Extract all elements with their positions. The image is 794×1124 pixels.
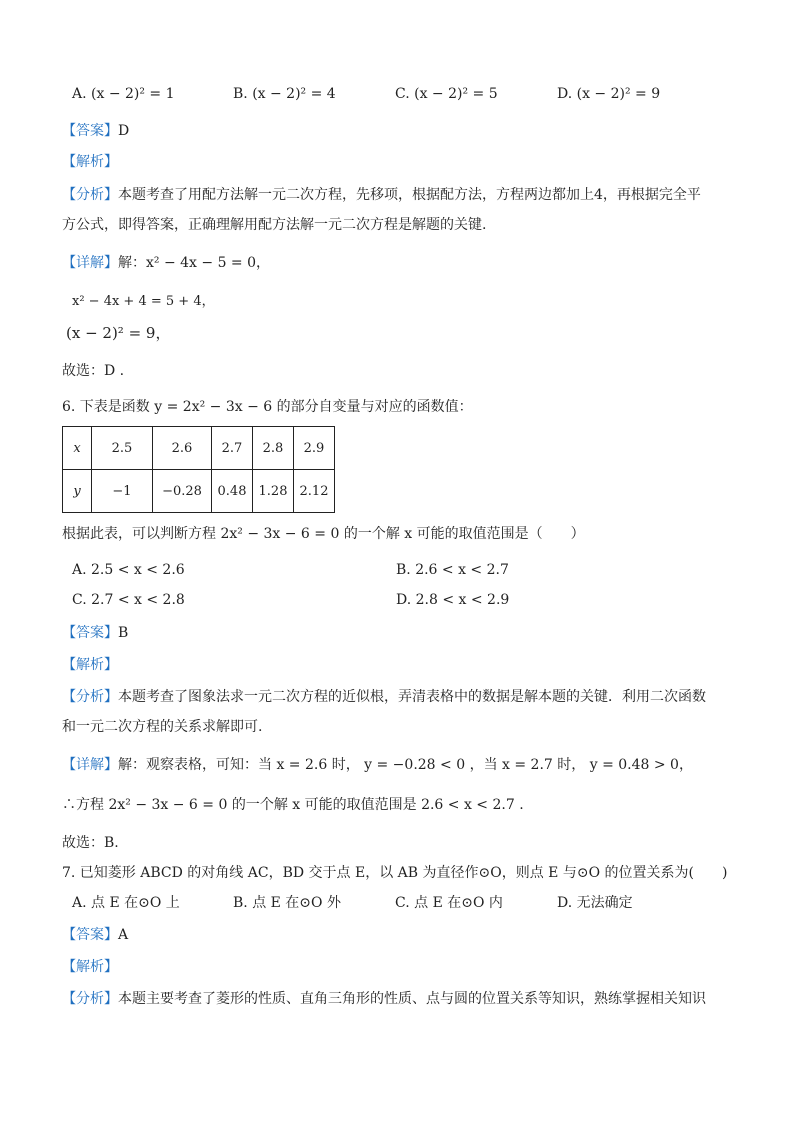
table-cell: 1.28 [253,470,294,513]
q6-option-a: A. 2.5 < x < 2.6 [72,562,185,578]
q6-question: 6. 下表是函数 y = 2x² − 3x − 6 的部分自变量与对应的函数值： [62,399,473,415]
table-cell: −0.28 [153,470,212,513]
q6-jiexi-tag: 【解析】 [62,657,118,673]
q5-option-a: A. (x − 2)² = 1 [72,86,175,102]
table-cell: 2.8 [253,427,294,470]
answer-tag: 【答案】 [62,927,118,943]
table-cell: −1 [92,470,153,513]
q5-option-d: D. (x − 2)² = 9 [557,86,661,102]
q5-fenxi-line2: 方公式，即得答案，正确理解用配方法解一元二次方程是解题的关键. [62,217,487,233]
table-row-x [63,427,335,470]
xiangjie-text: 解：观察表格，可知：当 x = 2.6 时， y = −0.28 < 0 ，当 x = 2.7 时， y = 0.48 > 0， [118,757,693,773]
table-cell: 2.6 [153,427,212,470]
table-row-y [63,470,335,513]
q5-xiangjie-line2: x² − 4x + 4 = 5 + 4， [72,294,215,309]
q5-fenxi-line1 [62,184,701,204]
fenxi-text: 本题考查了用配方法解一元二次方程，先移项，根据配方法，方程两边都加上4，再根据完全平 [118,187,701,203]
answer-value: D [118,123,130,139]
q6-option-c: C. 2.7 < x < 2.8 [72,592,185,608]
q6-value-table [62,426,335,513]
q7-option-c: C. 点 E 在⊙O 内 [395,895,503,911]
q5-option-c: C. (x − 2)² = 5 [395,86,498,102]
table-cell: 0.48 [212,470,253,513]
fenxi-tag: 【分析】 [62,991,118,1007]
q6-answer [62,622,128,642]
q6-prompt: 根据此表，可以判断方程 2x² − 3x − 6 = 0 的一个解 x 可能的取值范围是（ ） [62,526,585,542]
table-cell: x [63,427,92,470]
xiangjie-tag: 【详解】 [62,255,118,271]
q7-answer [62,924,128,944]
fenxi-tag: 【分析】 [62,689,118,705]
fenxi-text: 本题考查了图象法求一元二次方程的近似根，弄清表格中的数据是解本题的关键．利用二次函数 [118,689,706,705]
answer-value: B [118,625,129,641]
xiangjie-text: 解：x² − 4x − 5 = 0， [118,255,271,271]
q5-jiexi-tag: 【解析】 [62,154,118,170]
q5-choose: 故选：D . [62,363,125,379]
q7-option-a: A. 点 E 在⊙O 上 [72,895,180,911]
q6-option-d: D. 2.8 < x < 2.9 [396,592,510,608]
q7-jiexi-tag: 【解析】 [62,959,118,975]
q7-fenxi-line1 [62,988,706,1008]
q6-option-b: B. 2.6 < x < 2.7 [396,562,509,578]
q6-fenxi-line1 [62,686,706,706]
table-cell: 2.5 [92,427,153,470]
q6-xiangjie-line1 [62,754,693,774]
answer-value: A [118,927,129,943]
q7-option-b: B. 点 E 在⊙O 外 [233,895,341,911]
xiangjie-tag: 【详解】 [62,757,118,773]
q7-option-d: D. 无法确定 [557,895,633,911]
q5-answer [62,120,129,140]
q7-question: 7. 已知菱形 ABCD 的对角线 AC，BD 交于点 E，以 AB 为直径作⊙O，则点 E 与⊙O 的位置关系为( ) [62,865,728,881]
q6-xiangjie-line2: ∴方程 2x² − 3x − 6 = 0 的一个解 x 可能的取值范围是 2.6 < x < 2.7 . [62,797,524,813]
q6-fenxi-line2: 和一元二次方程的关系求解即可. [62,719,263,735]
fenxi-text: 本题主要考查了菱形的性质、直角三角形的性质、点与圆的位置关系等知识，熟练掌握相关知识 [118,991,706,1007]
q5-xiangjie-line1 [62,252,270,272]
table-cell: 2.9 [294,427,335,470]
q6-choose: 故选：B. [62,835,119,851]
answer-tag: 【答案】 [62,625,118,641]
q5-xiangjie-line3: (x − 2)² = 9， [66,324,171,342]
table-cell: 2.7 [212,427,253,470]
answer-tag: 【答案】 [62,123,118,139]
table-cell: 2.12 [294,470,335,513]
table-cell: y [63,470,92,513]
fenxi-tag: 【分析】 [62,187,118,203]
q5-option-b: B. (x − 2)² = 4 [233,86,336,102]
